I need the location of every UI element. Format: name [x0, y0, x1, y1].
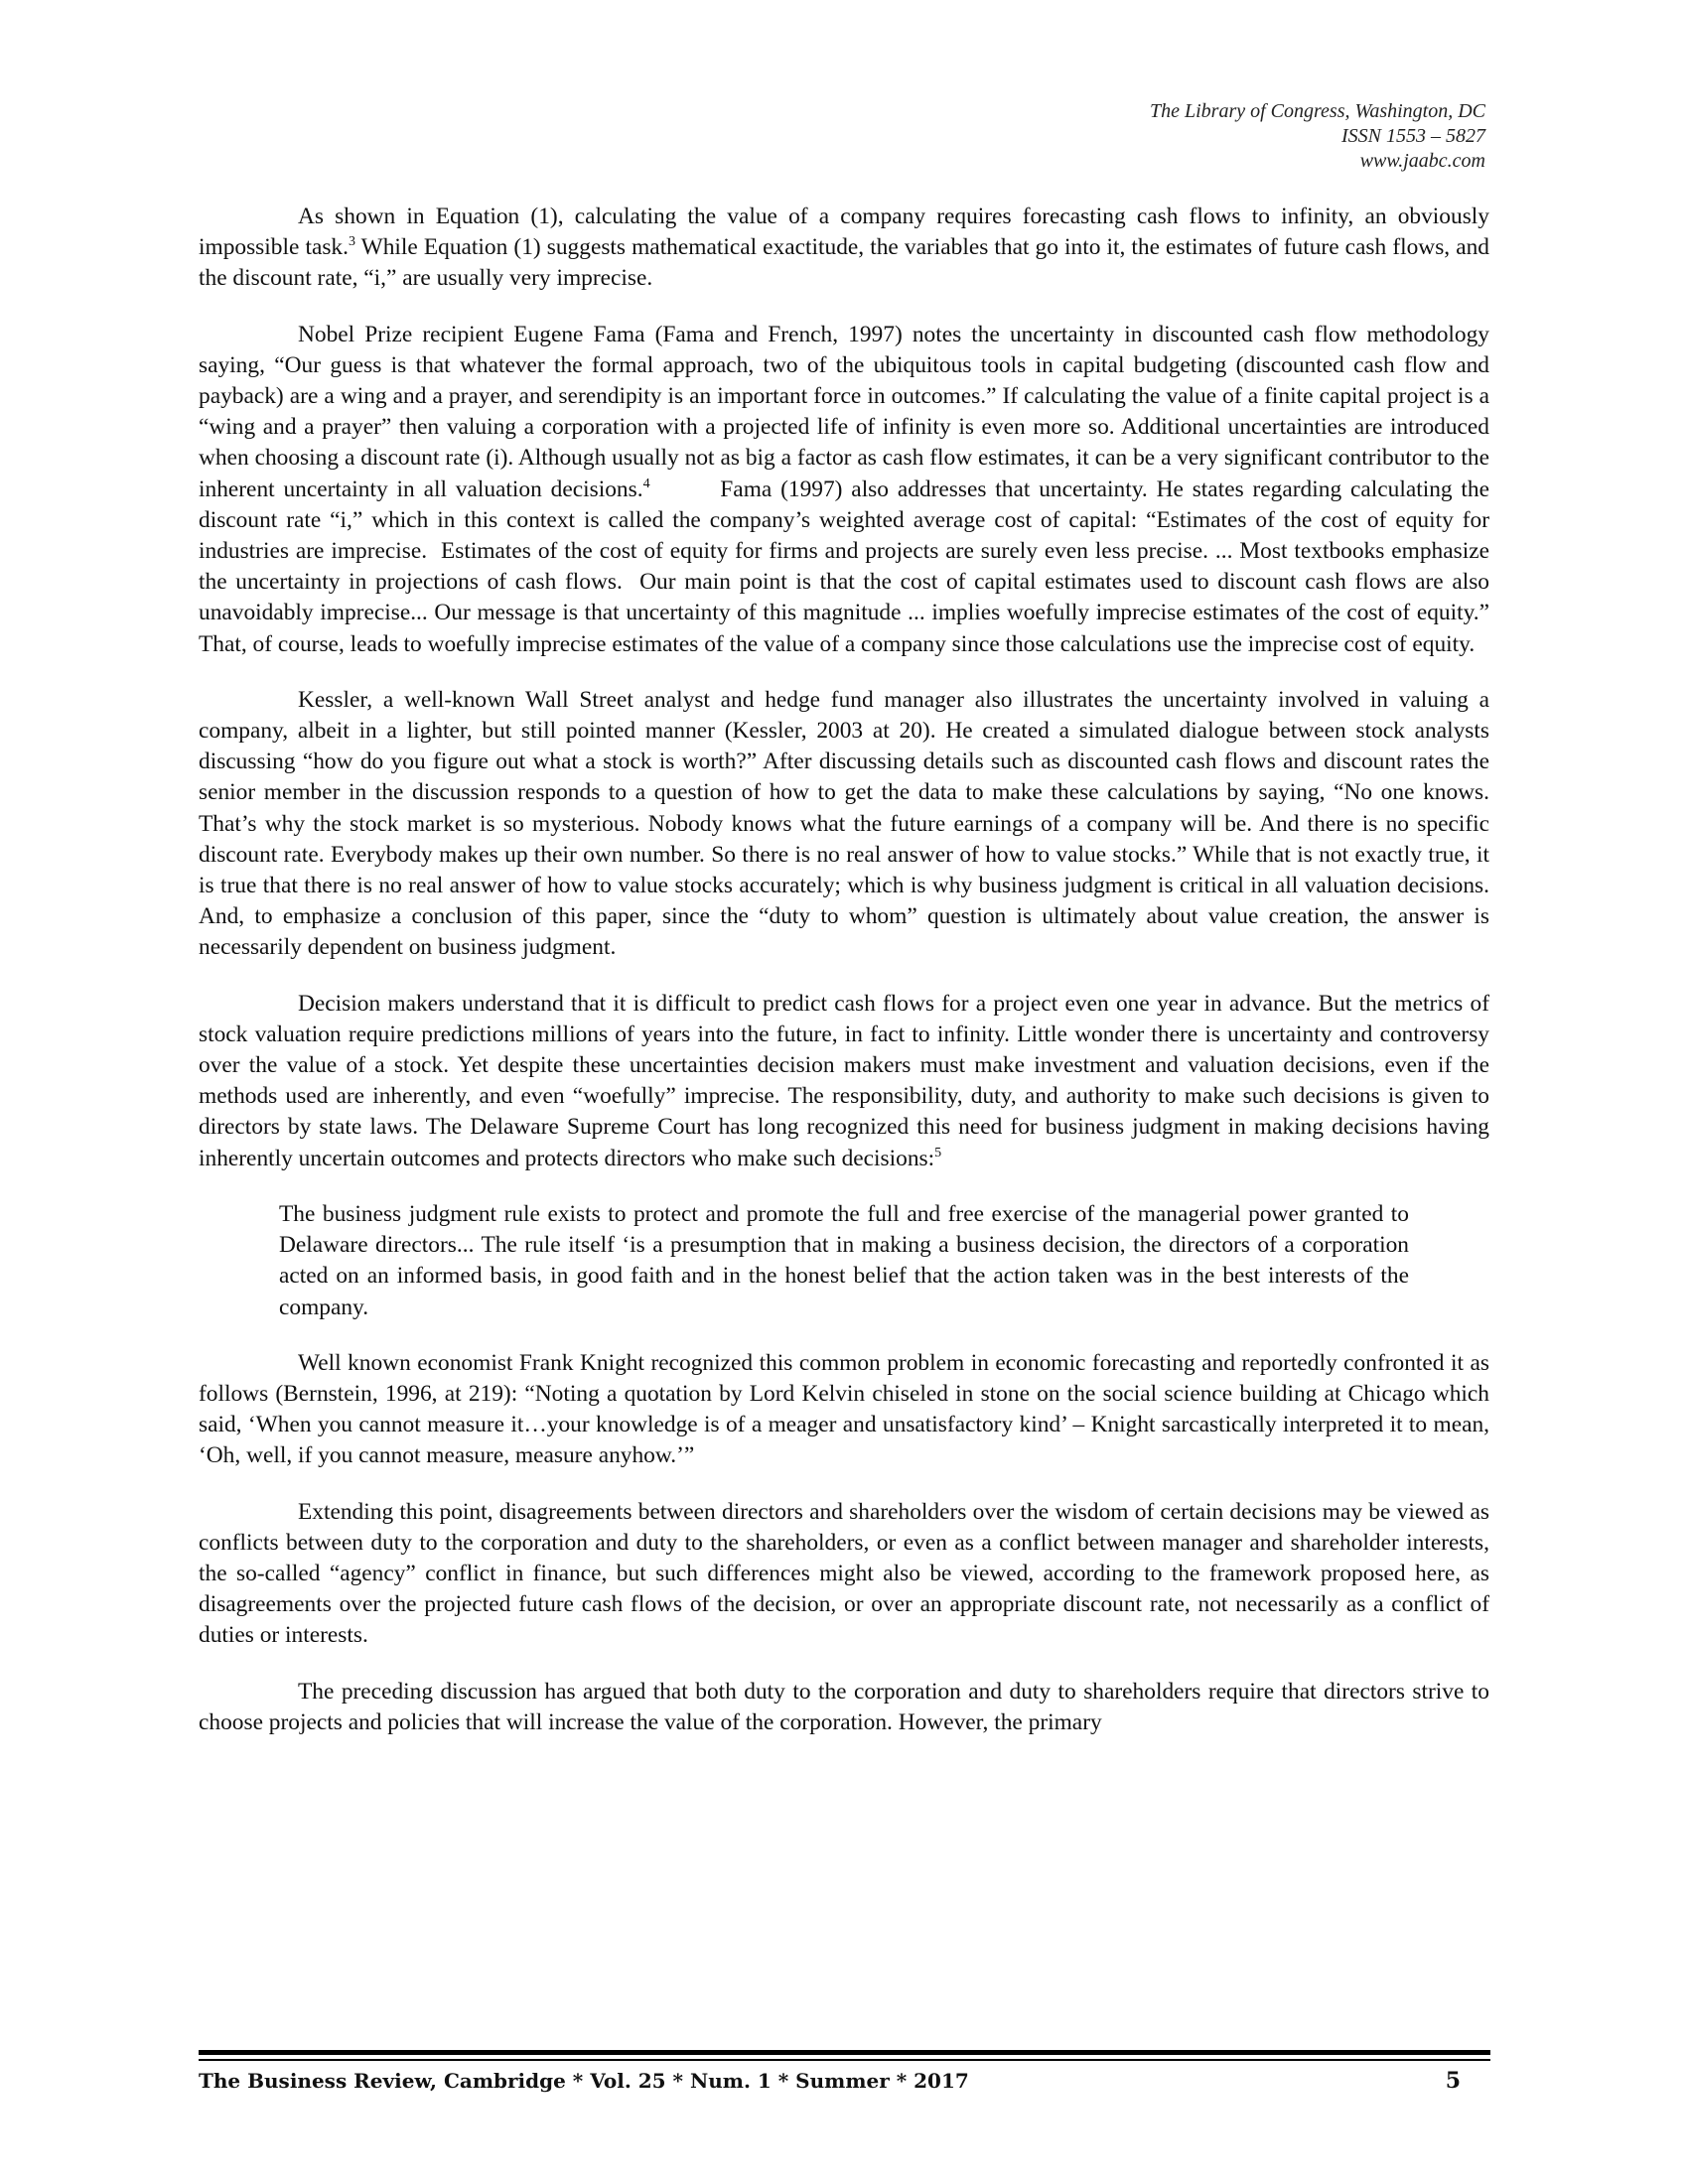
paragraph-knight: Well known economist Frank Knight recognized this common problem in economic forecasting and reportedly confronted it as follows (Bernstein, 1996, at 219): “Noting a quotation by Lord Kelvin chiseled in stone on the social science building at Chicago which said, ‘When you cannot measure it…your knowledge is of a meager and unsatisfactory kind’ – Knight sarcastically interpreted it to mean, ‘Oh, well, if you cannot measure, measure anyhow.’” [199, 1349, 1489, 1469]
paragraph-text: Nobel Prize recipient Eugene Fama (Fama and French, 1997) notes the uncertainty in discounted cash flow methodology saying, “Our guess is that whatever the formal approach, two of the ubiquitous tools in capital budgeting (discounted cash flow and payback) are a wing and a prayer, and serendipity is an important force in outcomes.” If calculating the value of a finite capital project is a “wing and a prayer” then valuing a corporation with a projected life of infinity is even more so. Additional uncertainties are introduced when choosing a discount rate (i). Although usually not as big a factor as cash flow estimates, it can be a very significant contributor to the inherent uncertainty in all valuation decisions. [199, 321, 1489, 502]
paragraph-equation-uncertainty [199, 202, 1489, 295]
paragraph-kessler: Kessler, a well-known Wall Street analyst and hedge fund manager also illustrates the uncertainty involved in valuing a company, albeit in a lighter, but still pointed manner (Kessler, 2003 at 20). He created a simulated dialogue between stock analysts discussing “how do you figure out what a stock is worth?” After discussing details such as discounted cash flows and discount rates the senior member in the discussion responds to a question of how to get the data to make these calculations by saying, “No one knows. That’s why the stock market is so mysterious. Nobody knows what the future earnings of a company will be. And there is no specific discount rate. Everybody makes up their own number. So there is no real answer of how to value stocks.” While that is not exactly true, it is true that there is no real answer of how to value stocks accurately; which is why business judgment is critical in all valuation decisions. And, to emphasize a conclusion of this paper, since the “duty to whom” question is ultimately about value creation, the answer is necessarily dependent on business judgment. [199, 686, 1489, 961]
paragraph-fama [199, 320, 1495, 660]
footnote-marker: 5 [934, 1145, 942, 1160]
header-publisher: The Library of Congress, Washington, DC [1149, 100, 1485, 122]
paragraph-decision-makers [199, 989, 1489, 1174]
paragraph-text: Decision makers understand that it is difficult to predict cash flows for a project even one year in advance. But the metrics of stock valuation require predictions millions of years into the future, in fact to infinity. Little wonder there is uncertainty and controversy over the value of a stock. Yet despite these uncertainties decision makers must make investment and valuation decisions, even if the methods used are inherently, and even “woefully” imprecise. The responsibility, duty, and authority to make such decisions is given to directors by state laws. The Delaware Supreme Court has long recognized this need for business judgment in making decisions having inherently uncertain outcomes and protects directors who make such decisions: [199, 990, 1489, 1171]
article-body [199, 202, 1495, 1763]
paragraph-text: Fama (1997) also addresses that uncertainty. He states regarding calculating the discount rate “i,” which in this context is called the company’s weighted average cost of capital: “Estimates of the cost of equity for industries are imprecise. Estimates of the cost of equity for firms and projects are surely even less precise. ... Most textbooks emphasize the uncertainty in projections of cash flows. Our main point is that the cost of capital estimates used to discount cash flows are also unavoidably imprecise... Our message is that uncertainty of this magnitude ... implies woefully imprecise estimates of the cost of equity.” That, of course, leads to woefully imprecise estimates of the value of a company since those calculations use the imprecise cost of equity. [199, 476, 1495, 657]
running-header [1150, 99, 1485, 174]
footer-rule-thick [199, 2050, 1490, 2055]
footnote-marker: 4 [642, 476, 650, 491]
paragraph-text: While Equation (1) suggests mathematical exactitude, the variables that go into it, the estimates of future cash flows, and the discount rate, “i,” are usually very imprecise. [199, 234, 1489, 292]
paragraph-text: As shown in Equation (1), calculating the value of a company requires forecasting cash flows to infinity, an obviously impossible task. [199, 204, 1489, 261]
footer-rule-thin [199, 2059, 1490, 2061]
running-footer [199, 2068, 1490, 2094]
block-quote: The business judgment rule exists to protect and promote the full and free exercise of the managerial power granted to Delaware directors... The rule itself ‘is a presumption that in making a business decision, the directors of a corporation acted on an informed basis, in good faith and in the honest belief that the action taken was in the best interests of the company. [279, 1200, 1409, 1320]
page-number: 5 [1445, 2068, 1461, 2094]
header-issn: ISSN 1553 – 5827 [1341, 125, 1485, 147]
header-website: www.jaabc.com [1359, 150, 1485, 172]
footer-journal: The Business Review, Cambridge * Vol. 25 * Num. 1 * Summer * 2017 [199, 2069, 969, 2093]
paragraph-extending: Extending this point, disagreements between directors and shareholders over the wisdom of certain decisions may be viewed as conflicts between duty to the corporation and duty to the shareholders, or even as a conflict between manager and shareholder interests, the so-called “agency” conflict in finance, but such differences might also be viewed, according to the framework proposed here, as disagreements over the projected future cash flows of the decision, or over an appropriate discount rate, not necessarily as a conflict of duties or interests. [199, 1498, 1489, 1649]
paragraph-preceding: The preceding discussion has argued that both duty to the corporation and duty to shareholders require that directors strive to choose projects and policies that will increase the value of the corporation. However, the primary [199, 1678, 1489, 1735]
footnote-marker: 3 [348, 234, 355, 250]
